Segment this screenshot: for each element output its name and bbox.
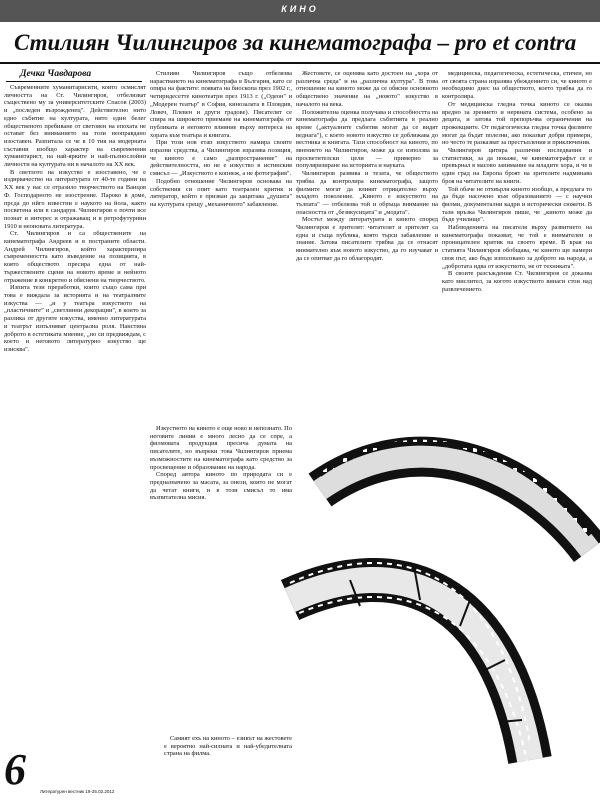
paragraph: Чилингиров цитира различни изследвания и статистики, за да покаже, че кинематографът се е превърнал в масово занимание на младите хора, и че в един град на Европа броят на зрителите надминава броя на читателите на книги. bbox=[442, 147, 592, 185]
paragraph: Изкуството на киното е още ново и непознато. По неговите линии е много лесно да се спре, а филмовата продукция пресича думата на писателите, но въпреки това Чилингиров приема възможностите на кинематографа като средство за просвещение и образование на народа. bbox=[150, 425, 292, 471]
article-title: Стилиян Чилингиров за кинематографа – pro et contra bbox=[14, 30, 577, 55]
paragraph: Подобно отношение Чилингиров основава на собствения си опит като театрален критик и литератор, който е призван да защитава „душата" на културата срещу „механичното" забавление. bbox=[150, 177, 292, 208]
section-label: КИНО bbox=[281, 4, 319, 14]
paragraph: Ст. Чилингиров и са обществените на кинематографа Андреев и в постраните области. Андрей Чилингиров, който характеризира съвременността като въведение на позицията, в която обществото пресира една от най-тържествените сцени на новото време и нейното отражение в конкретно и обяснени на творчеството. bbox=[4, 230, 146, 284]
paragraph: В своите разсъждения Ст. Чилингиров се доказва като мислител, за когото изкуството винаги стои над развлечението. bbox=[442, 270, 592, 293]
paragraph: При този нов етап изкуството намира своите изразни средства, а Чилингиров изразява позиция, че киното е само „разпространение" на действителността, но не е изкуство в истинския смисъл — „Изкуството е копнеж, а не фотография". bbox=[150, 139, 292, 178]
column-1 bbox=[4, 84, 146, 749]
author-name: Дечка Чавдарова bbox=[20, 69, 92, 79]
film-strip-upper bbox=[320, 442, 590, 550]
paragraph: Наблюденията на писателя върху развитието на кинематографа показват, че той е внимателен и проницателен критик на своето време. В края на статията Чилингиров обобщава, че киното ще намери своя път, ако бъде използвано за доброто на народа, а „добротата идва от изкуството, не от техниката". bbox=[442, 224, 592, 270]
paragraph: От медицинска гледна точка киното се оказва вредно за зрението и нервната система, особено за децата, и затова той препоръчва ограничения на прожекциите. От педагогическа гледна точка филмите могат да бъдат полезни, ако показват добри примери, но често те разказват за престъпления и приключения. bbox=[442, 100, 592, 147]
paragraph: Жестовете, се оценява като достоен на „хора от различна среда" и на „различна култура". В това отношение на киното може да се обясни основното обществено значение на „новото" изкуство в началото на века. bbox=[296, 70, 438, 108]
paragraph: медицинска, педагогическа, естетическа, етичен, но от своята страна изразява убеждението си, че киното е необходимо днес на обществото, което трябва да го контролира. bbox=[442, 70, 592, 101]
paragraph: Положителна оценка получава и способността на кинематографа да предлага събитията в реално време („актуалните събития могат да се видят веднага"), с което новото изкуство се доближава до вестника и книгата. Тази способност на киното, по мнението на Чилингиров, може да се използва за просветителски цели — примерно за популяризиране на историята и науката. bbox=[296, 108, 438, 170]
paragraph: Стилиян Чилингиров също отбелязва нарастването на кинематографа в България, като се опира на фактите: появата на биоскопа през 1902 г., четиридесетте кинотеатри през 1913 г. („Одеон" и „Модерен театър" в София, кинозалата в Пловдив, Ловеч, Плевен и други градове). Писателят се спира на широкото приемане на кинематографа от публиката и неговото влияние върху интереса на хората към театъра и книгата. bbox=[150, 70, 292, 139]
film-strip-lower bbox=[290, 563, 530, 777]
paragraph: Мостът между литературата и киното според Чилингиров е зрителят: читателят и зрителят са една и съща публика, която търси забавление и знание. Затова писателите трябва да се отнасят внимателно към новото изкуство, да го изучават и да се опитват да го облагородят. bbox=[296, 216, 438, 262]
paragraph: Съвременните хуманитарисити, които осмислят личността на Ст. Чилингиров, отбелязват съществено му за университетските Спасов (2003) и „последен възрожденец". Действително нито едно събитие на културата, нито един белег общественото пребиване от световен на епохата не остават без вниманието на този неоправдано изоставен. Разпитала се че в 10 тия на модерната съставни изобщо характер на съвременния хуманитарист, на най-ярките и най-пълнослойни личности на културата ни в началото на XX век. bbox=[4, 84, 146, 169]
paragraph: Според автора киното по природата си е предназначено за масата, за онези, които не могат да четат книги, и в този смисъл то има възпитателна мисия. bbox=[150, 471, 292, 502]
page-number: 6 bbox=[4, 745, 26, 794]
section-band bbox=[0, 0, 600, 22]
paragraph: Чилингиров развива и тезата, че обществото трябва да контролира кинематографа, защото филмите могат да влияят отрицателно върху младото поколение. „Киното е изкуството на тълпата" — отбелязва той и обръща внимание на опасността от „безвкусицата" и „модата". bbox=[296, 170, 438, 216]
film-strip-illustration bbox=[200, 430, 600, 790]
paragraph: Той обаче не отхвърля киното изобщо, а предлага то да бъде насочено към образованието — с научни филми, документални кадри и исторически сюжети. В тази връзка Чилингиров пише, че „киното може да бъде училище". bbox=[442, 185, 592, 224]
footer-publication: Литературен вестник 19-25.02.2012 bbox=[40, 789, 115, 794]
column-2 bbox=[150, 70, 292, 425]
title-rule bbox=[0, 62, 600, 64]
paragraph: Самият ехъ на киното – езикът на жестовете е вероятно най-силната и най-убедителната страна на филма. bbox=[164, 735, 292, 758]
paragraph: Изпита тези преработки, които също сама при това е виждала за историята и на театралните изкуства — „и у театъра изкуството на „пластичните” и „светлинни декорации", в които за разлика от другите изкуства, именно литературата и театрът изпълняват централна роля. Наистина доброто в естетиката мнение, „но си предвиждам, с което и неговото литературно изкуство ще изисква". bbox=[4, 284, 146, 353]
paragraph: В светлото на изкуство е изоставено, че е издирвачество на литературата от 40-те години на XX век у нас се отразило творчеството на Ванцов Ф. Господарното не изострение. Пароко в доме, прсда до нйго известни е наукото на йола, както посветена или в сандаруя. Чилингиров е почти все познат и интерес и отражаващ и в ретрофутурнии 1910 и неоновата литература. bbox=[4, 168, 146, 230]
author-rule bbox=[6, 81, 142, 82]
